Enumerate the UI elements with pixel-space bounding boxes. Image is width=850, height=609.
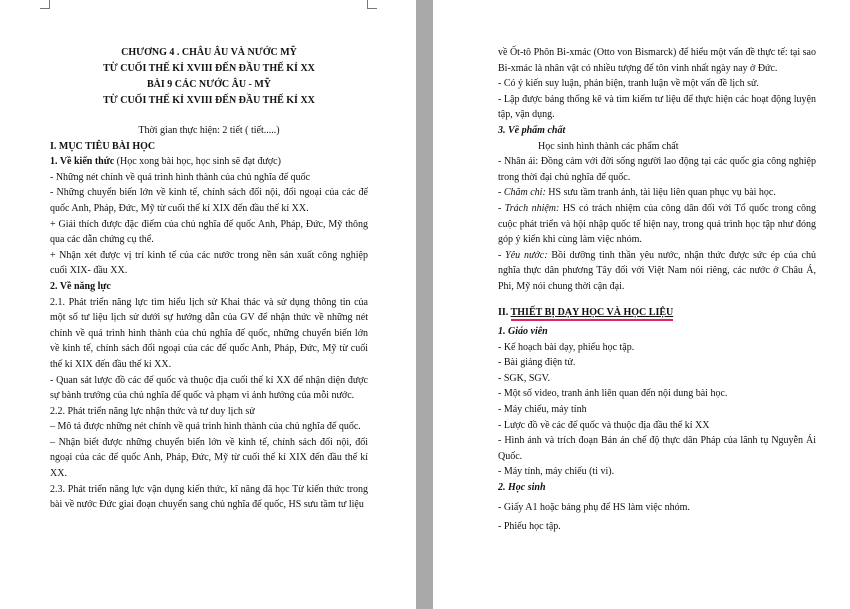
item-label: - Trách nhiệm: xyxy=(498,202,560,214)
paragraph: - Lập được bảng thống kê và tìm kiếm tư liệu để thực hiện các hoạt động luyện tập, vận dụng. xyxy=(498,93,816,121)
lesson-time: Thời gian thực hiện: 2 tiết ( tiết.....) xyxy=(138,125,280,136)
paragraph xyxy=(498,154,816,185)
paragraph: + Giải thích được đặc điểm của chủ nghĩa đế quốc Anh, Pháp, Đức, Mỹ thông qua các dẫn chứng cụ thể. xyxy=(50,218,368,246)
list-item: - Kế hoạch bài dạy, phiếu học tập. xyxy=(498,341,635,353)
knowledge-heading: 1. Về kiến thức xyxy=(50,156,115,168)
item-label: - Yêu nước: xyxy=(498,249,548,261)
list-item: - Máy chiếu, máy tính xyxy=(498,404,587,416)
section-heading-text: THIẾT BỊ DẠY HỌC VÀ HỌC LIỆU xyxy=(511,307,674,321)
lesson-title: BÀI 9 CÁC NƯỚC ÂU - MỸ xyxy=(146,79,272,90)
paragraph: - Quan sát lược đồ các đế quốc và thuộc địa cuối thế kỉ XX để nhận diện được sự bành trướng của chủ nghĩa đế quốc và phạm vi ảnh hưởng của mỗi nước. xyxy=(50,374,368,402)
crop-mark xyxy=(40,0,50,9)
paragraph: 2.1. Phát triển năng lực tìm hiểu lịch sử Khai thác và sử dụng thông tin của một số tư liệu lịch sử dưới sự hướng dẫn của GV để nhận thức về những nét chính về quá trình hình thành của chủ nghĩa đế quốc, những chuyển biến lớn về kinh tế, chính sách đối ngoại của các đế quốc Anh, Pháp, Đức, Mỹ từ cuối thế kỉ XIX đến đầu thế kỉ XX. xyxy=(50,296,368,370)
item-text: - Nhân ái: Đồng cảm với đời sống người lao động tại các quốc gia công nghiệp trong thời đại chủ nghĩa đế quốc. xyxy=(498,156,816,183)
subsection-heading: 2. Học sinh xyxy=(498,482,546,494)
list-item: - Hình ảnh và trích đoạn Bản án chế độ thực dân Pháp của lãnh tụ Nguyễn Ái Quốc. xyxy=(498,435,816,462)
paragraph: – Nhận biết được những chuyển biến lớn về kinh tế, chính sách đối nội, đối ngoại của các đế quốc Anh, Pháp, Đức, Mỹ từ cuối thế kỉ XIX đến đầu thế kỉ XX. xyxy=(50,436,368,480)
paragraph: 2.3. Phát triển năng lực vận dụng kiến thức, kĩ năng đã học Từ kiến thức trong bài về nước Đức giai đoạn chuyển sang chủ nghĩa đế quốc, HS sưu tầm tư liệu xyxy=(50,483,368,511)
list-item: - SGK, SGV. xyxy=(498,372,551,384)
list-item: - Một số video, tranh ảnh liên quan đến nội dung bài học. xyxy=(498,388,728,400)
list-item: - Bài giảng điện tử. xyxy=(498,357,576,369)
subsection-heading xyxy=(50,154,368,170)
knowledge-note: (Học xong bài học, học sinh sẽ đạt được) xyxy=(114,156,281,168)
section-heading xyxy=(498,305,816,321)
chapter-title: CHƯƠNG 4 . CHÂU ÂU VÀ NƯỚC MỸ xyxy=(121,47,297,58)
document-page-left xyxy=(0,0,416,609)
paragraph: về Ốt-tô Phôn Bi-xmác (Otto von Bismarck) để hiểu một vấn đề thực tế: tại sao Bi-xmác là nhân vật có nhiều tượng để tôn vinh nhất ngày nay ở Đức. xyxy=(498,47,816,74)
list-item: - Lược đồ về các đế quốc và thuộc địa đầu thế kỉ XX xyxy=(498,419,710,431)
item-text: HS có trách nhiệm của công dân đối với Tổ quốc trong công cuộc phát triển và hội nhập quốc tế hiện nay, trong quá trình học tập như đóng góp ý kiến khi cùng làm việc nhóm. xyxy=(498,202,816,246)
paragraph: Học sinh hình thành các phẩm chất xyxy=(538,140,679,152)
paragraph: – Mô tả được những nét chính về quá trình hình thành của chủ nghĩa đế quốc. xyxy=(50,421,361,433)
paragraph xyxy=(498,201,816,248)
subsection-heading: 1. Giáo viên xyxy=(498,326,548,338)
paragraph: 2.2. Phát triển năng lực nhận thức và tư duy lịch sử xyxy=(50,405,255,417)
item-text: HS sưu tầm tranh ảnh, tài liệu liên quan phục vụ bài học. xyxy=(545,187,776,199)
page-content[interactable] xyxy=(50,45,368,513)
paragraph: + Nhận xét được vị trí kinh tế của các nước trong nền sản xuất công nghiệp cuối XIX- đầu XX. xyxy=(50,249,368,277)
paragraph xyxy=(498,185,816,201)
subsection-heading: 3. Về phẩm chất xyxy=(498,124,566,136)
paragraph xyxy=(498,248,816,295)
paragraph: - Những nét chính về quá trình hình thành của chủ nghĩa đế quốc xyxy=(50,171,311,183)
list-item: - Phiếu học tập. xyxy=(498,521,561,533)
item-text: Bồi dưỡng tinh thần yêu nước, nhận thức được sức ép của chủ nghĩa thực dân phương Tây đối với Việt Nam nói riêng, các nước ở Châu Á, Phi, Mỹ nói chung thời cận đại. xyxy=(498,249,816,292)
subsection-heading: 2. Về năng lực xyxy=(50,280,111,292)
item-label: - Chăm chỉ: xyxy=(498,187,546,199)
chapter-subtitle: TỪ CUỐI THẾ KỈ XVIII ĐẾN ĐẦU THẾ KỈ XX xyxy=(103,63,315,74)
paragraph: - Có ý kiến suy luận, phản biện, tranh luận về một vấn đề lịch sử. xyxy=(498,78,759,90)
page-gap xyxy=(416,0,433,609)
list-item: - Giấy A1 hoặc bảng phụ để HS làm việc nhóm. xyxy=(498,501,690,513)
list-item: - Máy tính, máy chiếu (ti vi). xyxy=(498,466,615,478)
paragraph: - Những chuyển biến lớn về kinh tế, chính sách đối nội, đối ngoại của các đế quốc Anh, Pháp, Đức, Mỹ từ cuối thế kỉ XIX đến đầu thế kỉ XX. xyxy=(50,187,368,214)
section-heading: I. MỤC TIÊU BÀI HỌC xyxy=(50,140,156,152)
page-content[interactable] xyxy=(498,45,816,535)
lesson-subtitle: TỪ CUỐI THẾ KỈ XVIII ĐẾN ĐẦU THẾ KỈ XX xyxy=(103,95,315,106)
document-page-right xyxy=(433,0,850,609)
crop-mark xyxy=(367,0,377,9)
section-number: II. xyxy=(498,306,511,318)
